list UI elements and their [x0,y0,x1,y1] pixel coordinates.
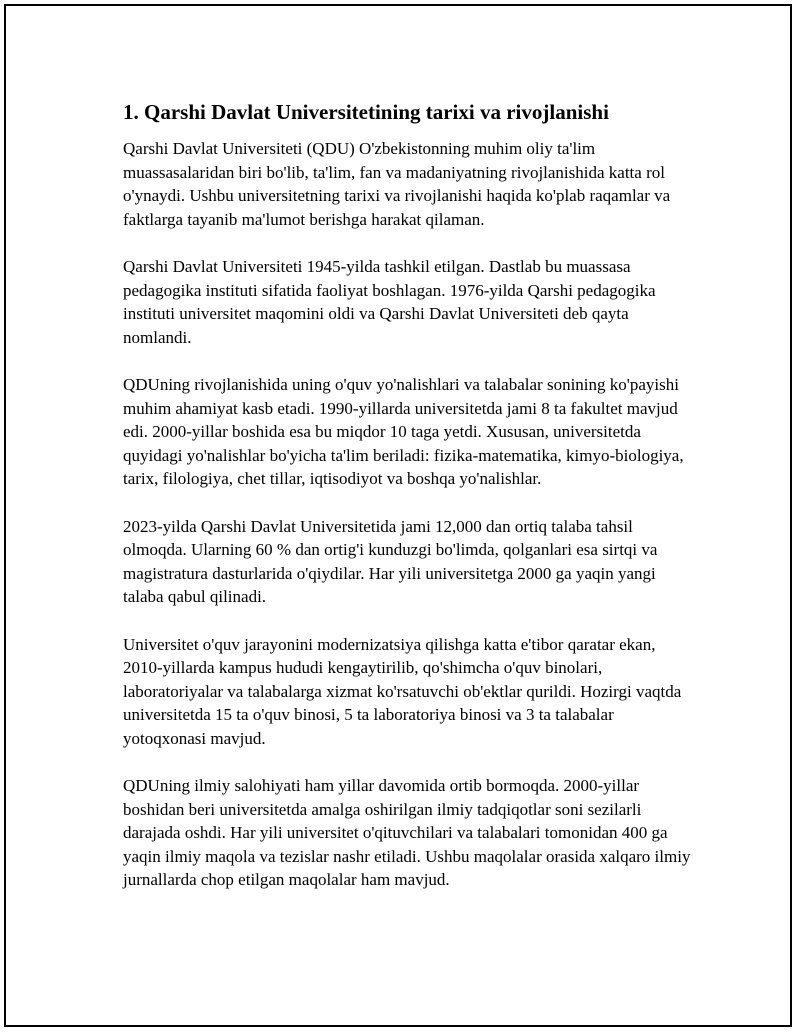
paragraph-campus: Universitet o'quv jarayonini modernizatsiya qilishga katta e'tibor qaratar ekan, 2010-yillarda kampus hududi kengaytirilib, qo'shimcha o'quv binolari, laboratoriyalar va talabalarga xizmat ko'rsatuvchi ob'ektlar qurildi. Hozirgi vaqtda universitetda 15 ta o'quv binosi, 5 ta laboratoriya binosi va 3 ta talabalar yotoqxonasi mavjud. [123,634,682,748]
paragraph-research: QDUning ilmiy salohiyati ham yillar davomida ortib bormoqda. 2000-yillar boshidan beri universitetda amalga oshirilgan ilmiy tadqiqotlar soni sezilarli darajada oshdi. Har yili universitet o'qituvchilari va talabalari tomonidan 400 ga yaqin ilmiy maqola va tezislar nashr etiladi. Ushbu maqolalar orasida xalqaro ilmiy jurnallarda chop etilgan maqolalar ham mavjud. [123,776,691,889]
section-heading: 1. Qarshi Davlat Universitetining tarixi va rivojlanishi [123,100,609,124]
page-border [4,4,792,1027]
paragraph-students: 2023-yilda Qarshi Davlat Universitetida jami 12,000 dan ortiq talaba tahsil olmoqda. Ularning 60 % dan ortig'i kunduzgi bo'limda, qolganlari esa sirtqi va magistratura dasturlarida o'qiydilar. Har yili universitetga 2000 ga yaqin yangi talaba qabul qilinadi. [123,516,658,606]
paragraph-faculties: QDUning rivojlanishida uning o'quv yo'nalishlari va talabalar sonining ko'payishi muhim ahamiyat kasb etadi. 1990-yillarda universitetda jami 8 ta fakultet mavjud edi. 2000-yillar boshida esa bu miqdor 10 taga yetdi. Xususan, universitetda quyidagi yo'nalishlar bo'yicha ta'lim beriladi: fizika-matematika, kimyo-biologiya, tarix, filologiya, chet tillar, iqtisodiyot va boshqa yo'nalishlar. [123,375,684,488]
paragraph-founding: Qarshi Davlat Universiteti 1945-yilda tashkil etilgan. Dastlab bu muassasa pedagogika instituti sifatida faoliyat boshlagan. 1976-yilda Qarshi pedagogika instituti universitet maqomini oldi va Qarshi Davlat Universiteti deb qayta nomlandi. [123,257,656,347]
document-body [123,98,693,892]
paragraph-intro: Qarshi Davlat Universiteti (QDU) O'zbekistonning muhim oliy ta'lim muassasalaridan biri bo'lib, ta'lim, fan va madaniyatning rivojlanishida katta rol o'ynaydi. Ushbu universitetning tarixi va rivojlanishi haqida ko'plab raqamlar va faktlarga tayanib ma'lumot berishga harakat qilaman. [123,139,671,229]
